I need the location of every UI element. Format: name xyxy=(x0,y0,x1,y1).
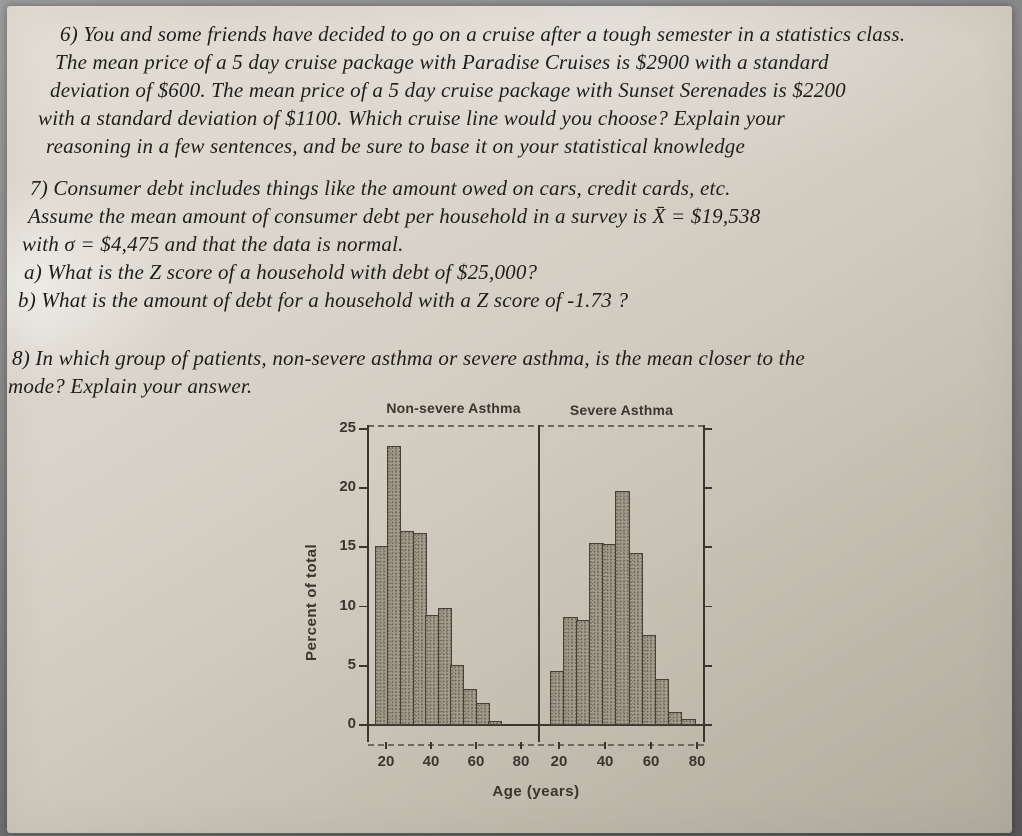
y-axis-tick xyxy=(359,665,368,667)
worksheet-paper xyxy=(7,6,1012,833)
question-7-line: 7) Consumer debt includes things like the amount owed on cars, credit cards, etc. xyxy=(30,176,731,200)
panel-divider-line xyxy=(538,425,540,742)
x-axis-tick-label: 60 xyxy=(642,753,660,770)
y-axis-tick xyxy=(359,606,368,608)
y-axis-tick xyxy=(704,546,712,548)
question-7-line: Assume the mean amount of consumer debt per household in a survey is X̄ = $19,538 xyxy=(28,204,761,228)
y-axis-tick xyxy=(359,487,368,489)
question-8-line: mode? Explain your answer. xyxy=(8,374,253,398)
panel-title-non-severe: Non-severe Asthma xyxy=(386,400,521,416)
y-axis-tick xyxy=(704,428,712,430)
y-axis-tick xyxy=(359,724,368,726)
y-axis-tick-label: 5 xyxy=(347,655,356,673)
question-6-line: deviation of $600. The mean price of a 5 day cruise package with Sunset Serenades is $2200 xyxy=(50,78,846,102)
x-axis-tick-label: 80 xyxy=(512,753,530,770)
y-axis-tick-label: 20 xyxy=(339,478,356,496)
x-axis-tick xyxy=(475,742,477,749)
x-axis-tick-label: 40 xyxy=(596,753,614,770)
panel-title-severe: Severe Asthma xyxy=(569,402,674,418)
question-8-line: 8) In which group of patients, non-severe asthma or severe asthma, is the mean closer to the xyxy=(12,346,805,370)
histogram-bar xyxy=(488,721,502,725)
y-axis-tick xyxy=(704,724,712,726)
y-axis-line xyxy=(367,425,369,742)
y-axis-tick-label: 15 xyxy=(339,537,356,555)
question-6-line: The mean price of a 5 day cruise package with Paradise Cruises is $2900 with a standard xyxy=(55,50,829,74)
right-axis-line xyxy=(703,425,705,742)
plot-area xyxy=(7,6,1012,833)
y-axis-tick xyxy=(359,546,368,548)
question-6-line: 6) You and some friends have decided to go on a cruise after a tough semester in a statistics class. xyxy=(60,22,906,46)
question-7-line: with σ = $4,475 and that the data is normal. xyxy=(22,232,404,256)
y-axis-tick xyxy=(704,606,712,608)
x-axis-tick-label: 60 xyxy=(467,753,485,770)
x-axis-tick xyxy=(385,742,387,749)
x-axis-tick-label: 20 xyxy=(550,753,568,770)
x-axis-tick xyxy=(430,742,432,749)
x-axis-tick-label: 40 xyxy=(422,753,440,770)
x-axis-tick xyxy=(558,742,560,749)
y-axis-tick xyxy=(359,428,368,430)
question-6-line: reasoning in a few sentences, and be sure to base it on your statistical knowledge xyxy=(46,134,746,158)
x-axis-tick xyxy=(696,742,698,749)
x-axis-tick-label: 80 xyxy=(688,753,706,770)
y-axis-label: Percent of total xyxy=(303,543,320,661)
y-axis-tick-label: 25 xyxy=(339,419,356,436)
x-axis-tick-label: 20 xyxy=(377,753,395,770)
y-axis-tick-label: 0 xyxy=(347,715,356,732)
x-axis-tick xyxy=(520,742,522,749)
y-axis-tick xyxy=(704,487,712,489)
question-6-line: with a standard deviation of $1100. Which cruise line would you choose? Explain your xyxy=(38,106,786,130)
y-axis-tick-label: 10 xyxy=(339,596,356,614)
x-axis-tick xyxy=(650,742,652,749)
histogram-bar xyxy=(681,719,696,725)
x-axis-tick xyxy=(604,742,606,749)
question-7-part-a: a) What is the Z score of a household with debt of $25,000? xyxy=(24,260,538,284)
x-axis-label: Age (years) xyxy=(492,783,580,800)
y-axis-tick xyxy=(704,665,712,667)
question-7-part-b: b) What is the amount of debt for a household with a Z score of -1.73 ? xyxy=(18,288,629,312)
